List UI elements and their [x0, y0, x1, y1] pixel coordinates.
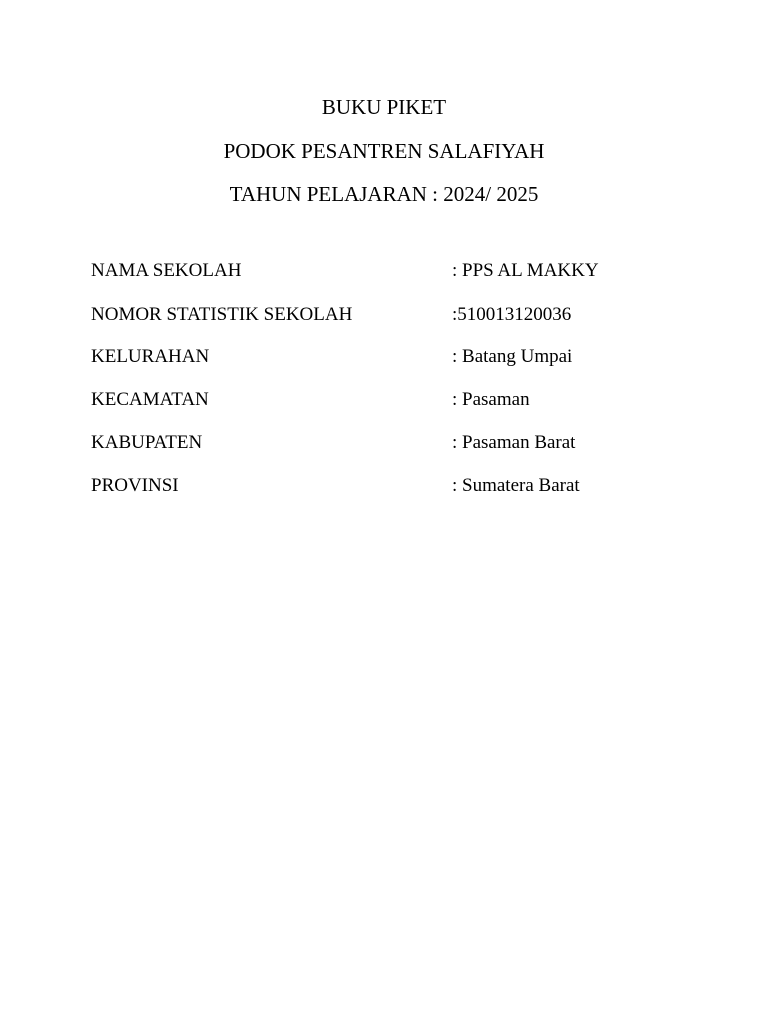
info-label: KABUPATEN	[91, 432, 203, 453]
info-value: : Pasaman Barat	[452, 432, 576, 453]
info-label: NAMA SEKOLAH	[91, 260, 242, 281]
academic-year: TAHUN PELAJARAN : 2024/ 2025	[229, 182, 539, 206]
info-label: KELURAHAN	[91, 346, 210, 367]
info-label: NOMOR STATISTIK SEKOLAH	[91, 304, 353, 325]
info-row-nama-sekolah	[0, 259, 768, 283]
info-value: : Batang Umpai	[452, 346, 573, 367]
info-label: PROVINSI	[91, 475, 179, 496]
info-value: : PPS AL MAKKY	[452, 260, 599, 281]
info-value: : Pasaman	[452, 389, 530, 410]
info-value: : Sumatera Barat	[452, 475, 580, 496]
info-label: KECAMATAN	[91, 389, 209, 410]
info-row-kabupaten	[0, 431, 768, 455]
document-title: BUKU PIKET	[321, 95, 447, 119]
info-row-kelurahan	[0, 345, 768, 369]
info-row-kecamatan	[0, 388, 768, 412]
info-row-provinsi	[0, 474, 768, 498]
info-value: :510013120036	[452, 304, 572, 325]
institution-name: PODOK PESANTREN SALAFIYAH	[223, 139, 545, 163]
info-row-nomor-statistik	[0, 303, 768, 327]
